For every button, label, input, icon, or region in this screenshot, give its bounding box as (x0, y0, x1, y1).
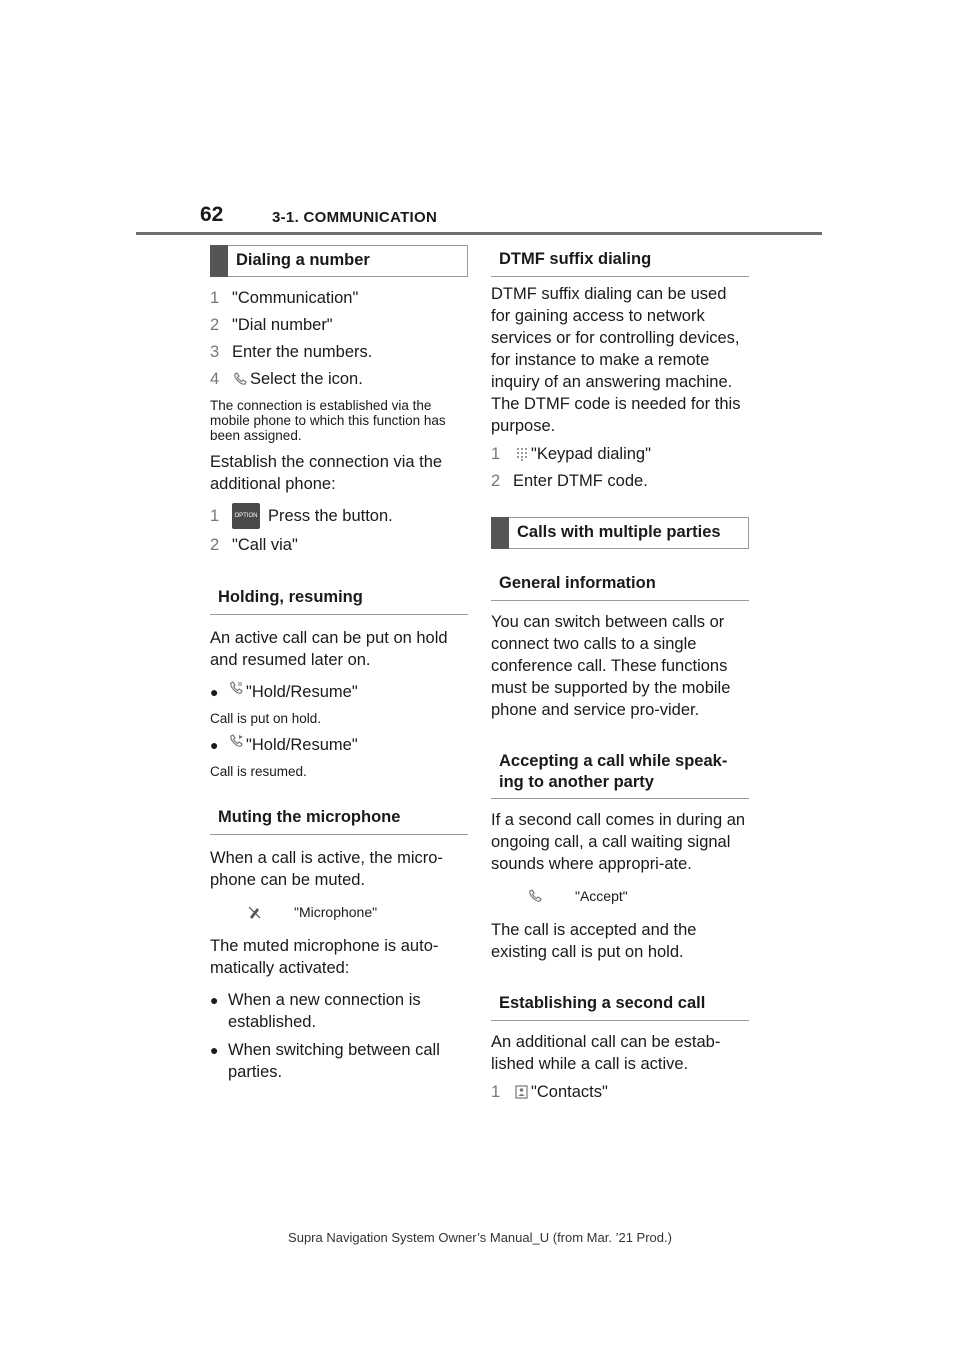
step (210, 341, 468, 363)
icon-label: "Accept" (575, 888, 628, 904)
note-connection: The connection is established via the mobile phone to which this function has been assigned. (210, 398, 446, 443)
bullet-item (210, 1039, 468, 1083)
step-number: 2 (491, 472, 501, 490)
left-column (210, 245, 468, 1089)
accept-row (527, 885, 749, 907)
step-text: "Keypad dialing" (531, 445, 651, 463)
bullet-dot: ● (210, 737, 219, 753)
bullet-text: When a new connection is established. (228, 991, 421, 1031)
step (210, 503, 468, 529)
step-text: Enter DTMF code. (513, 472, 648, 490)
heading-text: Dialing a number (236, 251, 370, 269)
header-divider (136, 232, 822, 235)
step-number: 1 (210, 289, 220, 307)
page-number: 62 (200, 203, 224, 226)
paragraph-holding: An active call can be put on hold and resumed later on. (210, 629, 448, 669)
paragraph-accepted: The call is accepted and the existing call is put on hold. (491, 921, 697, 961)
paragraph-auto-activated: The muted microphone is auto-matically activated: (210, 937, 439, 977)
step-text: "Communication" (232, 289, 359, 307)
step-text: Press the button. (268, 507, 393, 525)
bullet-item (210, 681, 468, 703)
heading-text: General information (499, 574, 656, 592)
step (491, 1081, 749, 1103)
step-text: "Contacts" (531, 1083, 608, 1101)
step (210, 287, 468, 309)
bullet-item (210, 989, 468, 1033)
keypad-icon (513, 447, 531, 461)
step (210, 368, 468, 390)
paragraph-additional-phone: Establish the connection via the additional phone: (210, 453, 443, 493)
bullet-text: "Hold/Resume" (246, 683, 358, 701)
paragraph-muting: When a call is active, the micro-phone can be muted. (210, 849, 443, 889)
bullet-dot: ● (210, 684, 219, 700)
step-number: 2 (210, 316, 220, 334)
icon-label: "Microphone" (294, 904, 378, 920)
step-text: "Dial number" (232, 316, 333, 334)
step-number: 1 (210, 507, 220, 525)
phone-handset-icon (527, 889, 545, 903)
bullet-dot: ● (210, 1042, 219, 1058)
step-number: 3 (210, 343, 220, 361)
heading-text: Holding, resuming (218, 588, 363, 606)
step-number: 1 (491, 445, 501, 463)
step-text: Enter the numbers. (232, 343, 373, 361)
note-resume: Call is resumed. (210, 764, 307, 779)
bullet-text: "Hold/Resume" (246, 736, 358, 754)
paragraph-general: You can switch between calls or connect two calls to a single conference call. These functions must be supported by the mobile phone and service pro-vider. (491, 613, 731, 719)
paragraph-dtmf: DTMF suffix dialing can be used for gaining access to network services or for controlling devices, for instance to make a remote inquiry of an answering machine. The DTMF code is needed for this purpose. (491, 285, 741, 435)
heading-dtmf-suffix-dialing (491, 245, 749, 277)
step-number: 4 (210, 370, 220, 388)
step-number: 1 (491, 1083, 501, 1101)
step-text: "Call via" (232, 536, 298, 554)
step-text: Select the icon. (250, 370, 363, 388)
heading-holding-resuming (210, 581, 468, 615)
contacts-icon (513, 1085, 531, 1099)
heading-text: Calls with multiple parties (517, 523, 721, 541)
heading-establishing-second-call (491, 987, 749, 1021)
step (491, 470, 749, 492)
step (210, 314, 468, 336)
heading-accepting-call (491, 745, 749, 799)
resume-call-icon (228, 734, 246, 748)
microphone-row (246, 901, 468, 923)
phone-handset-icon (232, 372, 250, 386)
bullet-text: When switching between call parties. (228, 1041, 440, 1081)
bullet-item (210, 734, 468, 756)
paragraph-second-call: An additional call can be estab-lished while a call is active. (491, 1033, 721, 1073)
heading-text: Muting the microphone (218, 808, 401, 826)
section-title: 3-1. COMMUNICATION (272, 209, 438, 226)
heading-muting-microphone (210, 801, 468, 835)
heading-dialing-number (210, 245, 468, 277)
page-footer: Supra Navigation System Owner’s Manual_U (from Mar. ’21 Prod.) (288, 1230, 672, 1245)
microphone-icon (246, 905, 264, 919)
heading-general-information (491, 567, 749, 601)
heading-text: DTMF suffix dialing (499, 250, 652, 268)
heading-text: Accepting a call while speak-ing to another party (499, 752, 728, 791)
note-hold: Call is put on hold. (210, 711, 322, 726)
step-number: 2 (210, 536, 220, 554)
paragraph-accepting: If a second call comes in during an ongoing call, a call waiting signal sounds where appropri-ate. (491, 811, 746, 873)
step (210, 534, 468, 556)
option-button-icon: OPTION (232, 503, 260, 529)
bullet-dot: ● (210, 992, 219, 1008)
hold-call-icon (228, 681, 246, 695)
right-column (491, 245, 749, 1108)
heading-calls-multiple-parties (491, 517, 749, 549)
step (491, 443, 749, 465)
heading-text: Establishing a second call (499, 994, 706, 1012)
